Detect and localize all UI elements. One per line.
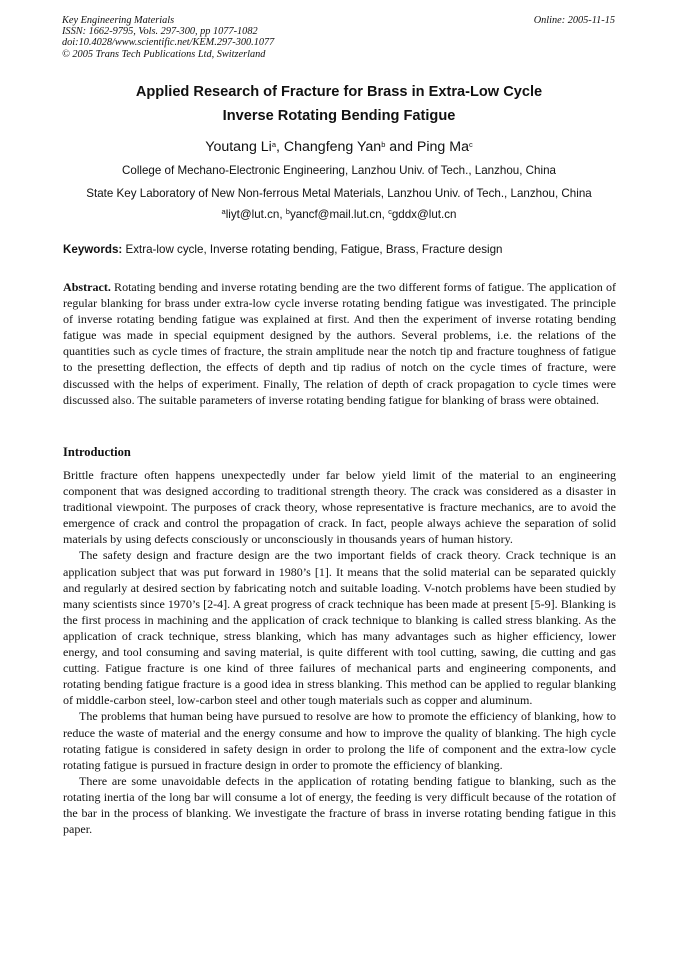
keywords: [63, 242, 616, 258]
introduction-body: [63, 467, 616, 837]
abstract-text: Rotating bending and inverse rotating bending are the two different forms of fatigue. The application of regular blanking for brass under extra-low cycle inverse rotating bending fatigue was investigated. The principle of inverse rotating bending fatigue was explained at first. And then the experiment of inverse rotating bending fatigue was made in special equipment designed by the authors. Several problems, i.e. the relations of the quantities such as cycle times of fracture, the strain amplitude near the notch tip and fracture toughness of fatigue to the presetting deflection, the effects of depth and tip radius of notch on the cycle times of fracture, were discussed with the helps of experiment. Finally, The relation of depth of crack propagation to cycle times were discussed also. The suitable parameters of inverse rotating bending fatigue for blanking of brass were obtained.: [63, 280, 616, 407]
author-list: [40, 137, 638, 157]
paragraph: Brittle fracture often happens unexpectedly under far below yield limit of the material to an engineering component that was designed according to traditional strength theory. The crack was considered as a disaster in traditional viewpoint. The purposes of crack theory, whose representative is fracture mechanics, are to avoid the emergence of crack and control the propagation of crack. In fact, people always achieve the separation of solid materials by using defects consciously or unconsciously in thousands years of human history.: [63, 468, 616, 547]
abstract-label: Abstract.: [63, 280, 111, 294]
journal-name: Key Engineering Materials: [62, 15, 175, 26]
paragraph: The safety design and fracture design are the two important fields of crack theory. Crack technique is an application subject that was put forward in 1980’s [1]. It means that the solid material can be separated quickly and regularly at desired section by fabricating notch and suitable loading. V-notch problems have been studied by many scientists since 1970’s [2-4]. A great progress of crack technique has been made at present [5-9]. Blanking is the first process in machining and the application of crack technique to blanking is called stress blanking. As the application of crack technique, stress blanking, which has many advantages such as higher efficiency, lower energy, and tool consuming and saving material, is quite different with tool cutting, sawing, die cutting and gas cutting. Fatigue fracture is one kind of three failures of mechanical parts and engineering components, and rotating bending fatigue fracture is a good idea in stress blanking. This method can be applied to regular blanking of middle-carbon steel, low-carbon steel and other tough materials such as copper and aluminum.: [63, 548, 616, 708]
issn-line: ISSN: 1662-9795, Vols. 297-300, pp 1077-1082: [62, 26, 258, 38]
paragraph: The problems that human being have pursued to resolve are how to promote the efficiency of blanking, how to reduce the waste of material and the energy consume and how to improve the quality of blanking. The high cycle rotating fatigue is considered in safety design in order to prolong the life of component and the extra-low cycle rotating fatigue is pursued in fracture design in order to promote the efficiency of blanking.: [63, 709, 616, 772]
email-link[interactable]: liyt@lut.cn,: [225, 208, 286, 221]
email-mark: b: [285, 206, 290, 216]
author-mark: c: [468, 139, 473, 149]
author-name: Changfeng Yan: [283, 139, 382, 155]
abstract: [63, 279, 616, 408]
journal-header: [62, 15, 615, 60]
affiliation-1: College of Mechano-Electronic Engineering, Lanzhou Univ. of Tech., Lanzhou, China: [122, 164, 556, 177]
doi-line[interactable]: doi:10.4028/www.scientific.net/KEM.297-300.1077: [62, 37, 275, 49]
section-heading: Introduction: [63, 445, 131, 459]
paragraph: There are some unavoidable defects in the application of rotating bending fatigue to blanking, such as the rotating inertia of the long bar will consume a lot of energy, the feeding is very difficult because of the rotation of the bar in the process of blanking. We investigate the fracture of brass in inverse rotating bending fatigue in this paper.: [63, 773, 616, 837]
author-name: Ping Ma: [416, 139, 469, 155]
copyright-line: © 2005 Trans Tech Publications Ltd, Switzerland: [62, 48, 266, 60]
title-line-1: Applied Research of Fracture for Brass in Extra-Low Cycle: [135, 84, 543, 100]
author-separator: and: [385, 139, 417, 155]
email-mark: c: [388, 206, 392, 216]
keywords-label: Keywords:: [63, 243, 123, 256]
email-mark: a: [221, 206, 226, 216]
online-date: Online: 2005-11-15: [533, 15, 615, 26]
author-name: Youtang Li: [205, 139, 272, 155]
author-mark: b: [381, 139, 386, 149]
title-line-2: Inverse Rotating Bending Fatigue: [222, 108, 456, 124]
keywords-text: Extra-low cycle, Inverse rotating bending, Fatigue, Brass, Fracture design: [122, 243, 503, 256]
affiliation-2: State Key Laboratory of New Non-ferrous Metal Materials, Lanzhou Univ. of Tech., Lanzhou, China: [86, 187, 592, 200]
email-link[interactable]: gddx@lut.cn: [391, 208, 457, 221]
author-emails: [30, 207, 648, 223]
email-link[interactable]: yancf@mail.lut.cn,: [289, 208, 389, 221]
author-separator: ,: [276, 139, 284, 155]
author-mark: a: [271, 139, 276, 149]
paper-title: [40, 80, 638, 128]
